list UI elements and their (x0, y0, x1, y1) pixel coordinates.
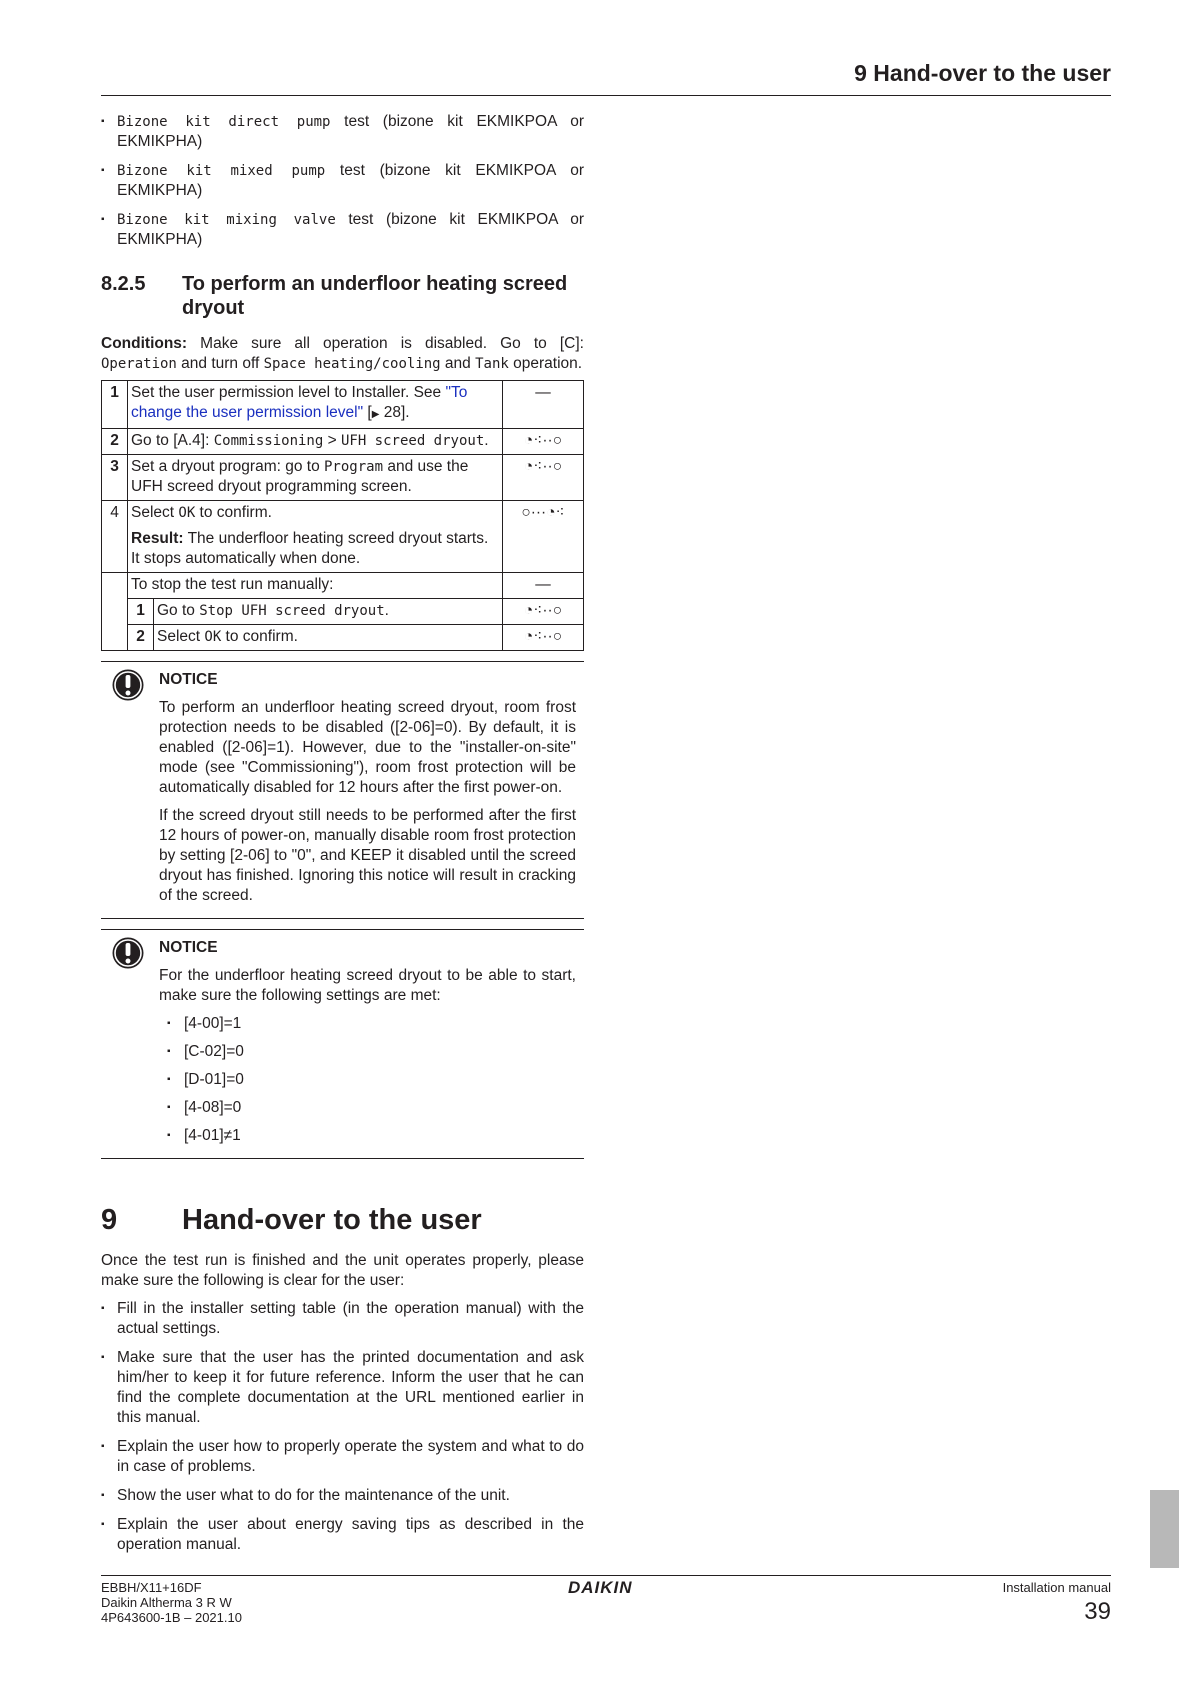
dial-turn-icon: ◔⁖··○ (503, 429, 584, 455)
step-row-2: 2 Go to [A.4]: Commissioning > UFH screed dryout. ◔⁖··○ (102, 429, 584, 455)
chapter-heading (101, 1203, 584, 1237)
chapter-number: 9 (101, 1204, 118, 1236)
exclamation-icon (111, 936, 145, 970)
setting-item: ▪ [D‑01]=0 (159, 1070, 576, 1090)
exclamation-icon (111, 668, 145, 702)
section-heading (101, 272, 584, 320)
permission-level-link[interactable]: "To change the user permission level" (131, 384, 468, 421)
step-row-3: 3 Set a dryout program: go to Program and use the UFH screed dryout programming screen. ◔⁖··○ (102, 455, 584, 501)
footer-model: EBBH/X11+16DF (101, 1580, 202, 1595)
handover-list (101, 1299, 584, 1555)
stop-row: To stop the test run manually: — (102, 573, 584, 599)
footer-manual-info (1003, 1580, 1111, 1627)
conditions-paragraph: Conditions: Make sure all operation is disabled. Go to [C]: Operation and turn off Space heating/cooling and Tank operation. (101, 335, 584, 372)
settings-list (159, 1014, 576, 1146)
page-ref-arrow-icon: ▶ (371, 409, 380, 420)
chapter-intro: Once the test run is finished and the unit operates properly, please make sure the following is clear for the user: (101, 1252, 584, 1289)
footer-rule (101, 1575, 1111, 1576)
substep-row-1: 1 Go to Stop UFH screed dryout. ◔⁖··○ (102, 599, 584, 625)
chapter-side-tab (1150, 1490, 1179, 1568)
setting-item: ▪ [4‑08]=0 (159, 1098, 576, 1118)
footer-manual-type: Installation manual (1002, 1580, 1111, 1595)
notice-title: NOTICE (159, 671, 218, 688)
main-column (101, 112, 584, 1564)
list-item: ▪ Explain the user how to properly operate the system and what to do in case of problems. (101, 1437, 584, 1477)
step-row-1: 1 Set the user permission level to Installer. See "To change the user permission level" [▶ 28]. — (102, 381, 584, 429)
setting-item: ▪ [4‑00]=1 (159, 1014, 576, 1034)
header-rule (101, 95, 1111, 96)
dial-turn-icon: ◔⁖··○ (503, 455, 584, 501)
notice-paragraph: If the screed dryout still needs to be performed after the first 12 hours of power-on, manually disable room frost protection by setting [2‑06] to "0", and KEEP it disabled until the screed dryout has finished. Ignoring this notice will result in cracking of the screed. (159, 807, 576, 904)
notice-paragraph: For the underfloor heating screed dryout to be able to start, make sure the following settings are met: (159, 967, 576, 1004)
footer-doc-info (101, 1580, 242, 1625)
procedure-table (101, 380, 584, 651)
list-item: ▪ Explain the user about energy saving tips as described in the operation manual. (101, 1515, 584, 1555)
section-number: 8.2.5 (101, 273, 146, 295)
notice-frost-protection (101, 661, 584, 919)
dash-icon: — (503, 573, 584, 599)
page-number: 39 (1084, 1598, 1111, 1625)
list-item: ▪ Fill in the installer setting table (in the operation manual) with the actual settings. (101, 1299, 584, 1339)
dial-press-icon: ○···◔⁖ (503, 501, 584, 573)
step-row-4: 4 Select OK to confirm. Result: The underfloor heating screed dryout starts. It stops automatically when done. ○···◔⁖ (102, 501, 584, 573)
notice-paragraph: To perform an underfloor heating screed dryout, room frost protection needs to be disabled ([2‑06]=0). By default, it is enabled ([2‑06]=1). However, due to the "installer-on-site" mode (see "Commissioning"), room frost protection will be automatically disabled for 12 hours after the first power-on. (159, 699, 576, 796)
footer-doc-number: 4P643600-1B – 2021.10 (101, 1610, 242, 1625)
dial-turn-icon: ◔⁖··○ (503, 599, 584, 625)
chapter-title: Hand-over to the user (182, 1204, 482, 1236)
setting-item: ▪ [4‑01]≠1 (159, 1126, 576, 1146)
setting-item: ▪ [C‑02]=0 (159, 1042, 576, 1062)
daikin-logo: DAIKIN (568, 1578, 633, 1597)
list-item: ▪ Show the user what to do for the maintenance of the unit. (101, 1486, 584, 1506)
notice-required-settings (101, 929, 584, 1159)
test-item-mixed-pump: ▪ Bizone kit mixed pump test (bizone kit EKMIKPOA or EKMIKPHA) (101, 161, 584, 201)
test-item-direct-pump: ▪ Bizone kit direct pump test (bizone kit EKMIKPOA or EKMIKPHA) (101, 112, 584, 152)
substep-row-2: 2 Select OK to confirm. ◔⁖··○ (102, 625, 584, 651)
footer-product: Daikin Altherma 3 R W (101, 1595, 232, 1610)
section-title: To perform an underfloor heating screed dryout (182, 273, 568, 319)
notice-title: NOTICE (159, 939, 218, 956)
dial-turn-icon: ◔⁖··○ (503, 625, 584, 651)
list-item: ▪ Make sure that the user has the printed documentation and ask him/her to keep it for future reference. Inform the user that he can find the complete documentation at the URL mentioned earlier in this manual. (101, 1348, 584, 1428)
dash-icon: — (503, 381, 584, 429)
test-item-mixing-valve: ▪ Bizone kit mixing valve test (bizone kit EKMIKPOA or EKMIKPHA) (101, 210, 584, 250)
test-list (101, 112, 584, 250)
running-header-title: 9 Hand-over to the user (854, 60, 1111, 86)
